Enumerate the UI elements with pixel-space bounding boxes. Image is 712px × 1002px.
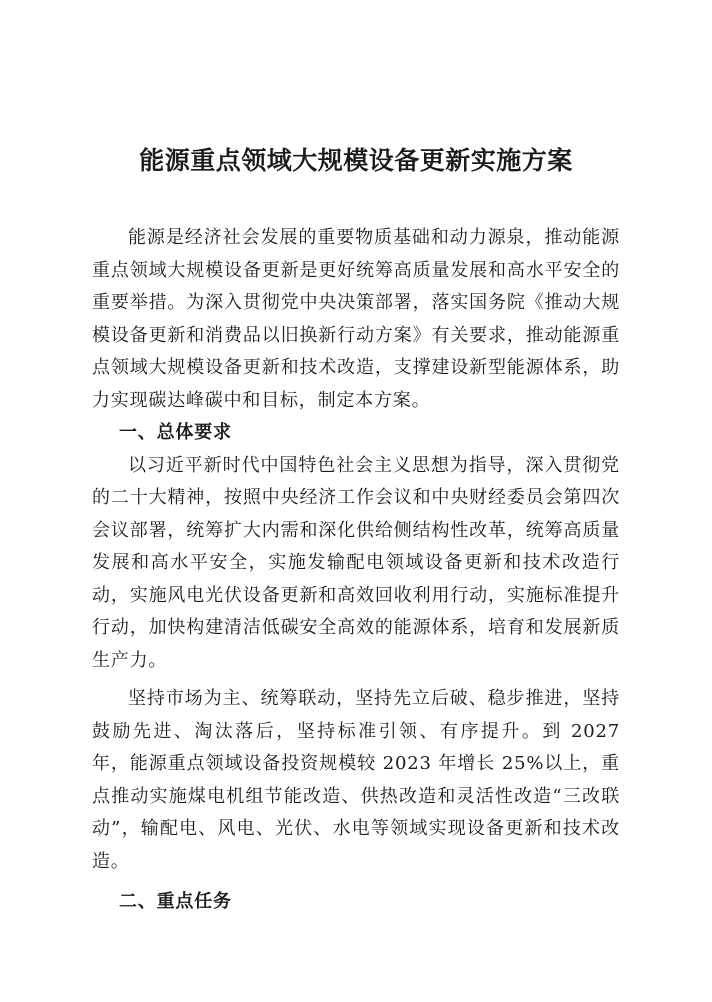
guiding-principle-paragraph: 以习近平新时代中国特色社会主义思想为指导，深入贯彻党的二十大精神，按照中央经济工作会议和中央财经委员会第四次会议部署，统筹扩大内需和深化供给侧结构性改革，统筹高质量发展和高水平安全，实施发输配电领域设备更新和技术改造行动，实施风电光伏设备更新和高效回收利用行动，实施标准提升行动，加快构建清洁低碳安全高效的能源体系，培育和发展新质生产力。 bbox=[92, 454, 620, 671]
document-body bbox=[92, 222, 620, 919]
document-title: 能源重点领域大规模设备更新实施方案 bbox=[139, 146, 573, 175]
intro-paragraph: 能源是经济社会发展的重要物质基础和动力源泉，推动能源重点领域大规模设备更新是更好统筹高质量发展和高水平安全的重要举措。为深入贯彻党中央决策部署，落实国务院《推动大规模设备更新和消费品以旧换新行动方案》有关要求，推动能源重点领域大规模设备更新和技术改造，支撑建设新型能源体系，助力实现碳达峰碳中和目标，制定本方案。 bbox=[92, 227, 620, 411]
targets-paragraph: 坚持市场为主、统筹联动，坚持先立后破、稳步推进，坚持鼓励先进、淘汰落后，坚持标准引领、有序提升。到 2027 年，能源重点领域设备投资规模较 2023 年增长 25%以上，重点推动实施煤电机组节能改造、供热改造和灵活性改造“三改联动”，输配电、风电、光伏、水电等领域实现设备更新和技术改造。 bbox=[92, 688, 620, 872]
section-heading-general-requirements: 一、总体要求 bbox=[119, 422, 232, 443]
section-heading-key-tasks: 二、重点任务 bbox=[119, 891, 232, 912]
